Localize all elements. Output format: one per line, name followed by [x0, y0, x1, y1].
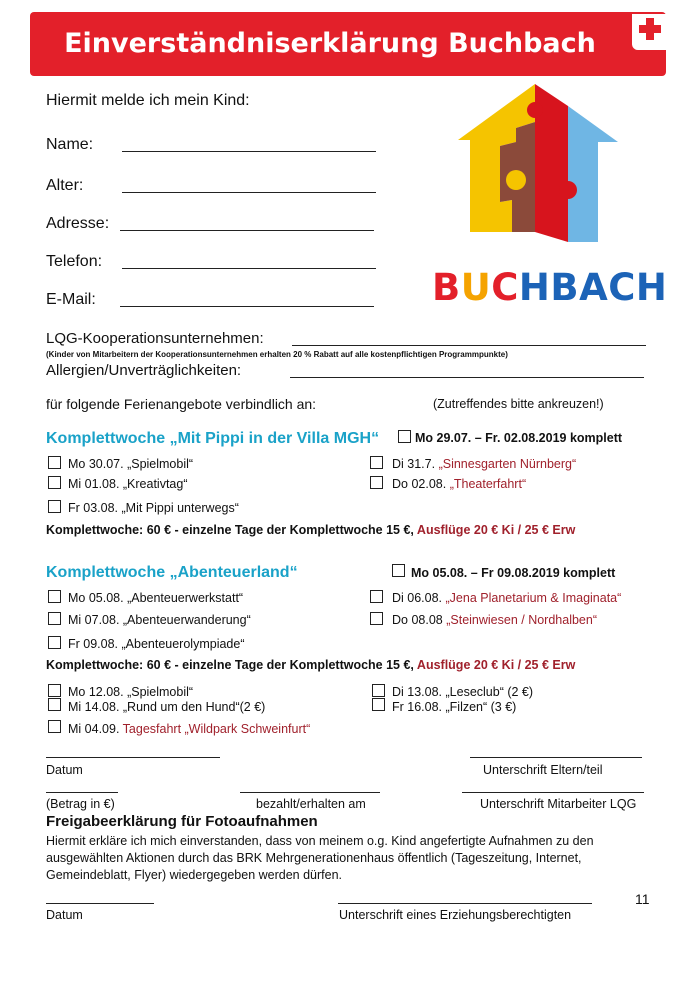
puzzle-house-logo	[448, 82, 623, 244]
week2-trip-label: Do 08.08 „Steinwiesen / Nordhalben“	[392, 613, 597, 627]
logo-letter: C	[491, 266, 519, 309]
week1-complete-checkbox[interactable]	[398, 430, 411, 443]
week1-trip-label: Di 31.7. „Sinnesgarten Nürnberg“	[392, 457, 577, 471]
week3-day-checkbox[interactable]	[48, 720, 61, 733]
week1-price: Komplettwoche: 60 € - einzelne Tage der Komplettwoche 15 €, Ausflüge 20 € Ki / 25 € Erw	[46, 523, 576, 537]
parent-signature-field[interactable]	[470, 757, 642, 758]
week1-trip-checkbox[interactable]	[370, 476, 383, 489]
age-label: Alter:	[46, 177, 84, 194]
week1-trip-label: Do 02.08. „Theaterfahrt“	[392, 477, 527, 491]
logo-letter: U	[460, 266, 492, 309]
week1-day-label: Mi 01.08. „Kreativtag“	[68, 477, 188, 491]
offers-intro: für folgende Ferienangebote verbindlich an:	[46, 396, 317, 412]
week3-day-label: Mo 12.08. „Spielmobil“	[68, 685, 194, 699]
logo-letter: C	[608, 266, 636, 309]
allergies-field[interactable]	[290, 377, 644, 378]
cooperation-field[interactable]	[292, 345, 646, 346]
logo-letters	[432, 266, 667, 309]
week2-day-label: Fr 09.08. „Abenteuerolympiade“	[68, 637, 245, 651]
photo-date-field[interactable]	[46, 903, 154, 904]
email-field[interactable]	[120, 306, 374, 307]
week1-trip-checkbox[interactable]	[370, 456, 383, 469]
week2-day-checkbox[interactable]	[48, 590, 61, 603]
page-title: Einverständniserklärung Buchbach	[64, 28, 596, 59]
week1-day-label: Fr 03.08. „Mit Pippi unterwegs“	[68, 501, 239, 515]
week3-day-checkbox[interactable]	[48, 698, 61, 711]
offers-hint: (Zutreffendes bitte ankreuzen!)	[433, 397, 604, 411]
allergies-label: Allergien/Unverträglichkeiten:	[46, 362, 242, 379]
week2-day-label: Mo 05.08. „Abenteuerwerkstatt“	[68, 591, 244, 605]
guardian-signature-label: Unterschrift eines Erziehungsberechtigten	[339, 908, 572, 922]
week1-day-checkbox[interactable]	[48, 476, 61, 489]
logo-wordmark	[432, 266, 667, 309]
date-field[interactable]	[46, 757, 220, 758]
week2-trip-checkbox[interactable]	[370, 612, 383, 625]
form-intro: Hiermit melde ich mein Kind:	[46, 92, 250, 109]
logo-letter: H	[635, 266, 668, 309]
week1-title: Komplettwoche „Mit Pippi in der Villa MGH“	[46, 430, 380, 447]
amount-label: (Betrag in €)	[46, 797, 115, 811]
paid-field[interactable]	[240, 792, 380, 793]
photo-date-label: Datum	[46, 908, 83, 922]
guardian-signature-field[interactable]	[338, 903, 592, 904]
week3-day-label: Di 13.08. „Leseclub“ (2 €)	[392, 685, 534, 699]
date-label: Datum	[46, 763, 83, 777]
week3-day-label: Mi 04.09. Tagesfahrt „Wildpark Schweinfurt“	[68, 722, 311, 736]
red-cross-icon-bar	[639, 25, 661, 33]
photo-release-text: Hiermit erkläre ich mich einverstanden, dass von meinem o.g. Kind angefertigte Aufnahmen zu den ausgewählten Aktionen durch das BRK Mehrgenerationenhaus öffentlich (Tageszeitung, Internet, Gemeindeblatt, Flyer) wiedergegeben werden dürfen.	[46, 834, 594, 882]
week2-price: Komplettwoche: 60 € - einzelne Tage der Komplettwoche 15 €, Ausflüge 20 € Ki / 25 € Erw	[46, 658, 576, 672]
name-field[interactable]	[122, 151, 376, 152]
week3-day-checkbox[interactable]	[372, 684, 385, 697]
week2-day-label: Mi 07.08. „Abenteuerwanderung“	[68, 613, 251, 627]
week2-trip-label: Di 06.08. „Jena Planetarium & Imaginata“	[392, 591, 622, 605]
week2-complete-label: Mo 05.08. – Fr 09.08.2019 komplett	[411, 566, 616, 580]
address-label: Adresse:	[46, 215, 110, 232]
week2-trip-checkbox[interactable]	[370, 590, 383, 603]
age-field[interactable]	[122, 192, 376, 193]
week2-title: Komplettwoche „Abenteuerland“	[46, 564, 298, 581]
week2-day-checkbox[interactable]	[48, 612, 61, 625]
logo-letter: H	[518, 266, 551, 309]
parent-signature-label: Unterschrift Eltern/teil	[483, 763, 603, 777]
photo-release-title: Freigabeerklärung für Fotoaufnahmen	[46, 813, 318, 830]
phone-label: Telefon:	[46, 253, 103, 270]
staff-signature-field[interactable]	[462, 792, 644, 793]
cooperation-label: LQG-Kooperationsunternehmen:	[46, 330, 264, 347]
week2-day-checkbox[interactable]	[48, 636, 61, 649]
page-number: 11	[635, 891, 650, 907]
week2-complete-checkbox[interactable]	[392, 564, 405, 577]
name-label: Name:	[46, 136, 94, 153]
phone-field[interactable]	[122, 268, 376, 269]
cooperation-note: (Kinder von Mitarbeitern der Kooperationsunternehmen erhalten 20 % Rabatt auf alle kostenpflichtigen Programmpunkte)	[46, 350, 508, 359]
week3-day-label: Mi 14.08. „Rund um den Hund“(2 €)	[68, 700, 266, 714]
logo-letter: B	[432, 266, 461, 309]
week1-day-label: Mo 30.07. „Spielmobil“	[68, 457, 194, 471]
week1-day-checkbox[interactable]	[48, 456, 61, 469]
staff-signature-label: Unterschrift Mitarbeiter LQG	[480, 797, 637, 811]
amount-field[interactable]	[46, 792, 118, 793]
address-field[interactable]	[120, 230, 374, 231]
paid-label: bezahlt/erhalten am	[256, 797, 366, 811]
logo-letter: B	[550, 266, 580, 309]
week3-day-checkbox[interactable]	[48, 684, 61, 697]
logo-letter: A	[579, 266, 609, 309]
week1-complete-label: Mo 29.07. – Fr. 02.08.2019 komplett	[415, 431, 623, 445]
week3-day-checkbox[interactable]	[372, 698, 385, 711]
week1-day-checkbox[interactable]	[48, 500, 61, 513]
week3-day-label: Fr 16.08. „Filzen“ (3 €)	[392, 700, 517, 714]
email-label: E-Mail:	[46, 291, 96, 308]
